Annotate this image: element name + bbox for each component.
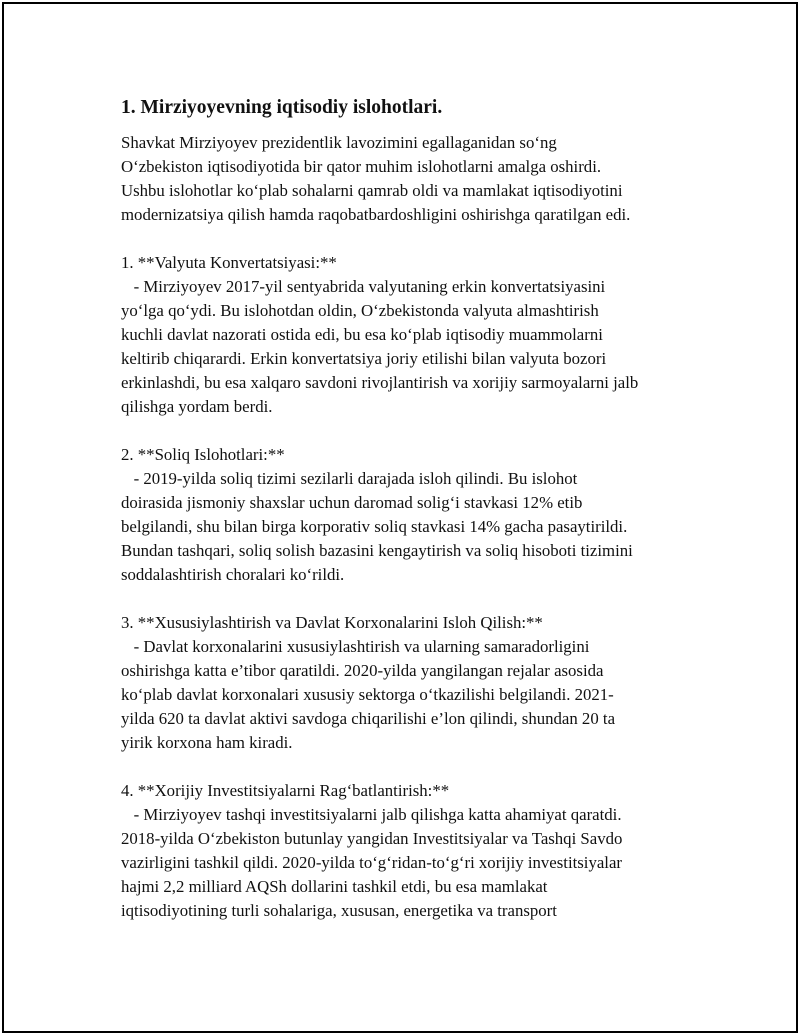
section-title-text: 3. **Xususiylashtirish va Davlat Korxonalarini Isloh Qilish:** — [121, 613, 543, 632]
body-line: oshirishga katta e’tibor qaratildi. 2020-yilda yangilangan rejalar asosida — [121, 661, 604, 680]
body-line: yo‘lga qo‘ydi. Bu islohotdan oldin, O‘zbekistonda valyuta almashtirish — [121, 301, 599, 320]
body-line: yilda 620 ta davlat aktivi savdoga chiqarilishi e’lon qilindi, shundan 20 ta — [121, 709, 616, 728]
body-line: - Davlat korxonalarini xususiylashtirish va ularning samaradorligini — [121, 637, 590, 656]
body-line: keltirib chiqarardi. Erkin konvertatsiya joriy etilishi bilan valyuta bozori — [121, 349, 607, 368]
body-line: yirik korxona ham kiradi. — [121, 733, 293, 752]
section-currency — [121, 251, 701, 419]
intro-line: Shavkat Mirziyoyev prezidentlik lavozimini egallaganidan so‘ng — [121, 133, 557, 152]
intro-line: modernizatsiya qilish hamda raqobatbardoshligini oshirishga qaratilgan edi. — [121, 205, 631, 224]
body-line: ko‘plab davlat korxonalari xususiy sektorga o‘tkazilishi belgilandi. 2021- — [121, 685, 614, 704]
body-line: - Mirziyoyev tashqi investitsiyalarni jalb qilishga katta ahamiyat qaratdi. — [121, 805, 622, 824]
body-line: - Mirziyoyev 2017-yil sentyabrida valyutaning erkin konvertatsiyasini — [121, 277, 606, 296]
section-title-text: 1. **Valyuta Konvertatsiyasi:** — [121, 253, 337, 272]
body-line: belgilandi, shu bilan birga korporativ soliq stavkasi 14% gacha pasaytirildi. — [121, 517, 628, 536]
body-line: vazirligini tashkil qildi. 2020-yilda to‘g‘ridan-to‘g‘ri xorijiy investitsiyalar — [121, 853, 623, 872]
section-title — [121, 251, 701, 275]
section-title — [121, 611, 701, 635]
section-body — [121, 635, 701, 755]
body-line: soddalashtirish choralari ko‘rildi. — [121, 565, 345, 584]
body-line: doirasida jismoniy shaxslar uchun daromad solig‘i stavkasi 12% etib — [121, 493, 583, 512]
body-line: erkinlashdi, bu esa xalqaro savdoni rivojlantirish va xorijiy sarmoyalarni jalb — [121, 373, 639, 392]
section-title-text: 4. **Xorijiy Investitsiyalarni Rag‘batlantirish:** — [121, 781, 450, 800]
body-line: hajmi 2,2 milliard AQSh dollarini tashkil etdi, bu esa mamlakat — [121, 877, 548, 896]
body-line: qilishga yordam berdi. — [121, 397, 273, 416]
document-page — [2, 2, 798, 1033]
intro-line: Ushbu islohotlar ko‘plab sohalarni qamrab oldi va mamlakat iqtisodiyotini — [121, 181, 623, 200]
section-tax — [121, 443, 701, 587]
body-line: kuchli davlat nazorati ostida edi, bu esa ko‘plab iqtisodiy muammolarni — [121, 325, 603, 344]
page-title: 1. Mirziyoyevning iqtisodiy islohotlari. — [121, 97, 443, 118]
body-line: iqtisodiyotining turli sohalariga, xususan, energetika va transport — [121, 901, 557, 920]
section-body — [121, 467, 701, 587]
intro-line: O‘zbekiston iqtisodiyotida bir qator muhim islohotlarni amalga oshirdi. — [121, 157, 602, 176]
section-body — [121, 275, 701, 419]
document-content — [121, 94, 701, 923]
section-privatization — [121, 611, 701, 755]
section-title-text: 2. **Soliq Islohotlari:** — [121, 445, 285, 464]
section-title — [121, 443, 701, 467]
section-body — [121, 803, 701, 923]
body-line: Bundan tashqari, soliq solish bazasini kengaytirish va soliq hisoboti tizimini — [121, 541, 633, 560]
intro-paragraph — [121, 131, 701, 227]
section-title — [121, 779, 701, 803]
body-line: 2018-yilda O‘zbekiston butunlay yangidan Investitsiyalar va Tashqi Savdo — [121, 829, 623, 848]
section-investment — [121, 779, 701, 923]
body-line: - 2019-yilda soliq tizimi sezilarli darajada isloh qilindi. Bu islohot — [121, 469, 578, 488]
